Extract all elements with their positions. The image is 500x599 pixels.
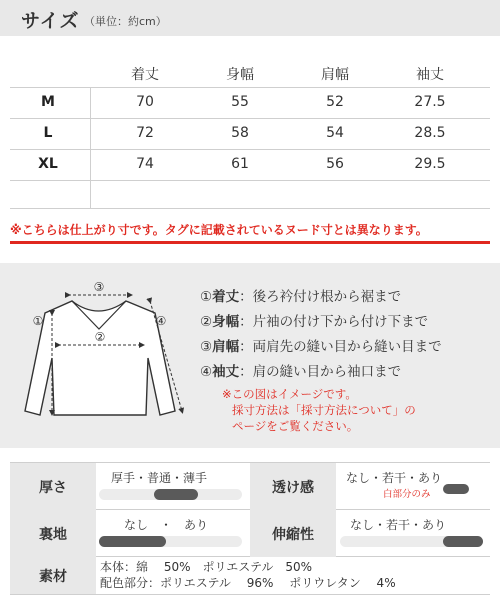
measurement-shoulder: ③肩幅：両肩先の縫い目から縫い目まで — [200, 339, 442, 355]
lining-indicator — [99, 536, 166, 547]
row-label-l: L — [43, 125, 53, 141]
image-note-line2: 採寸方法は「採寸方法について」の — [232, 403, 416, 417]
stretch-indicator — [443, 536, 483, 547]
image-note-line3: ページをご覧ください。 — [232, 419, 359, 433]
sheer-options: なし・若干・あり — [346, 471, 443, 485]
stretch-options: なし・若干・あり — [350, 518, 447, 532]
sheer-indicator — [443, 484, 469, 494]
col-header-width: 身幅 — [226, 67, 254, 83]
table-cell: 55 — [231, 94, 249, 110]
sheer-sublabel: 白部分のみ — [383, 489, 431, 500]
measurement-length: ①着丈：後ろ衿付け根から裾まで — [200, 289, 402, 305]
marker-2: ② — [94, 330, 106, 344]
table-cell: 72 — [136, 125, 154, 141]
table-cell: 70 — [136, 94, 154, 110]
marker-1: ① — [32, 314, 44, 328]
unit-label: （単位：約cm） — [84, 15, 167, 28]
col-header-shoulder: 肩幅 — [321, 67, 349, 83]
row-label-xl: XL — [38, 156, 58, 172]
table-cell: 27.5 — [414, 94, 446, 110]
thickness-indicator — [154, 489, 198, 500]
col-header-sleeve: 袖丈 — [416, 67, 444, 83]
shirt-diagram — [0, 263, 200, 448]
thickness-options: 厚手・普通・薄手 — [111, 471, 208, 485]
image-note-line1: ※この図はイメージです。 — [222, 387, 357, 401]
material-label: 素材 — [10, 557, 96, 594]
table-cell: 61 — [231, 156, 249, 172]
table-cell: 56 — [326, 156, 344, 172]
sheer-label: 透け感 — [250, 463, 336, 510]
measurement-sleeve: ④袖丈：肩の縫い目から袖口まで — [200, 364, 402, 380]
table-cell: 52 — [326, 94, 344, 110]
thickness-label: 厚さ — [10, 463, 96, 510]
table-cell: 54 — [326, 125, 344, 141]
material-line-main: 本体：綿 50% ポリエステル 50% — [100, 560, 313, 574]
table-cell: 29.5 — [414, 156, 446, 172]
table-cell: 28.5 — [414, 125, 446, 141]
lining-options: なし ・ あり — [124, 518, 209, 532]
table-cell: 74 — [136, 156, 154, 172]
row-label-m: M — [41, 94, 55, 110]
section-title: サイズ — [21, 10, 80, 32]
lining-label: 裏地 — [10, 510, 96, 557]
marker-4: ④ — [155, 314, 167, 328]
measurement-width: ②身幅：片袖の付け下から付け下まで — [200, 314, 429, 330]
note-divider — [10, 241, 490, 244]
material-line-accent: 配色部分：ポリエステル 96% ポリウレタン 4% — [100, 576, 396, 590]
section-header — [0, 0, 500, 36]
stretch-label: 伸縮性 — [250, 510, 336, 557]
marker-3: ③ — [93, 280, 105, 294]
table-cell: 58 — [231, 125, 249, 141]
finished-size-note: ※こちらは仕上がり寸です。タグに記載されているヌード寸とは異なります。 — [10, 223, 428, 237]
col-header-length: 着丈 — [131, 67, 159, 83]
